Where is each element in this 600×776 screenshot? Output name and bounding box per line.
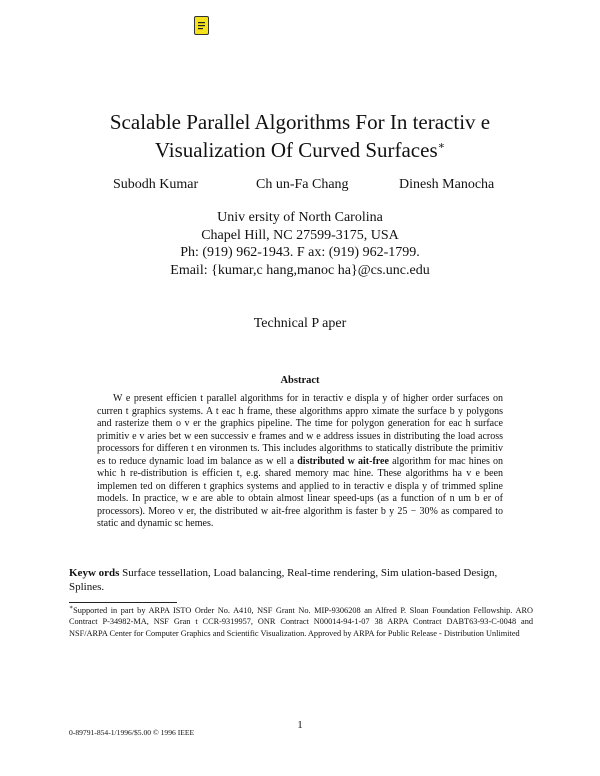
abstract-body — [97, 393, 503, 531]
keywords — [69, 567, 533, 594]
abstract-bold-term: distributed w ait-free — [297, 455, 389, 467]
footnote-text: Supported in part by ARPA ISTO Order No. A410, NSF Grant No. MIP-9306208 an Alfred P. Sloan Foundation Fellowship. ARO Contract P-34982-MA, NSF Gran t CCR-9319957, ONR Contract N00014-94-1-07 38 ARPA Contract DABT63-93-C-0048 and NSF/ARPA Center for Computer Graphics and Scientific Visualization. Approved by ARPA for Public Release - Distribution Unlimited — [69, 605, 533, 638]
author-3: Dinesh Manocha — [399, 177, 495, 192]
abstract-text-part-2: algorithm for mac hines on whic h re-distribution is efficien t, e.g. shared memory mac hine. These algorithms ha v e been implemen ted on differen t graphics systems and applied to in teractiv e displa y of trimmed spline models. In practice, w e are able to obtain almost linear speed-ups (as a function of n um b er of processors). Moreo v er, the distributed w ait-free algorithm is faster b y 25 − 30% as compared to static and dynamic sc hemes. — [97, 455, 504, 530]
abstract-paragraph — [97, 393, 503, 531]
affiliation-email: Email: {kumar,c hang,manoc ha}@cs.unc.edu — [170, 262, 430, 278]
affiliation-block — [0, 209, 600, 279]
title-line-2 — [0, 136, 600, 164]
title-line-2-text: Visualization Of Curved Surfaces — [154, 138, 438, 162]
footnote-mark: ∗ — [69, 605, 74, 611]
sticky-note-icon[interactable] — [194, 16, 209, 35]
copyright-notice: 0-89791-854-1/1996/$5.00 © 1996 IEEE — [69, 728, 195, 737]
affiliation-address: Chapel Hill, NC 27599-3175, USA — [201, 227, 399, 243]
title-footnote-mark: ∗ — [437, 140, 446, 152]
author-1: Subodh Kumar — [113, 177, 199, 192]
keywords-label: Keyw ords — [69, 567, 120, 579]
paper-type: Technical P aper — [253, 316, 347, 331]
author-2: Ch un-Fa Chang — [256, 177, 349, 192]
sticky-note-icon-glyph — [195, 17, 208, 34]
affiliation-institution: Univ ersity of North Carolina — [217, 210, 383, 225]
title-line-1: Scalable Parallel Algorithms For In teractiv e — [109, 110, 491, 134]
abstract-heading: Abstract — [280, 375, 320, 386]
keywords-text: Surface tessellation, Load balancing, Real-time rendering, Sim ulation-based Design, Splines. — [69, 567, 498, 593]
footnote — [69, 603, 533, 640]
author-list — [0, 177, 600, 197]
page-number: 1 — [297, 719, 303, 731]
paper-title — [0, 108, 600, 164]
abstract-text-part-1: W e present efficien t parallel algorithms for in teractiv e displa y of higher order surfaces on curren t graphics systems. A t eac h frame, these algorithms appro ximate the surface b y polygons and rasterize them o v er the graphics pipeline. The time for polygon generation for eac h surface primitiv e v aries bet w een successiv e frames and w e address issues in distributing the load across processors for differen t en vironmen ts. This includes algorithms to statically distribute the primitiv es to reduce dynamic load im balance as w ell a — [97, 393, 503, 467]
affiliation-phone: Ph: (919) 962-1943. F ax: (919) 962-1799. — [180, 245, 420, 260]
